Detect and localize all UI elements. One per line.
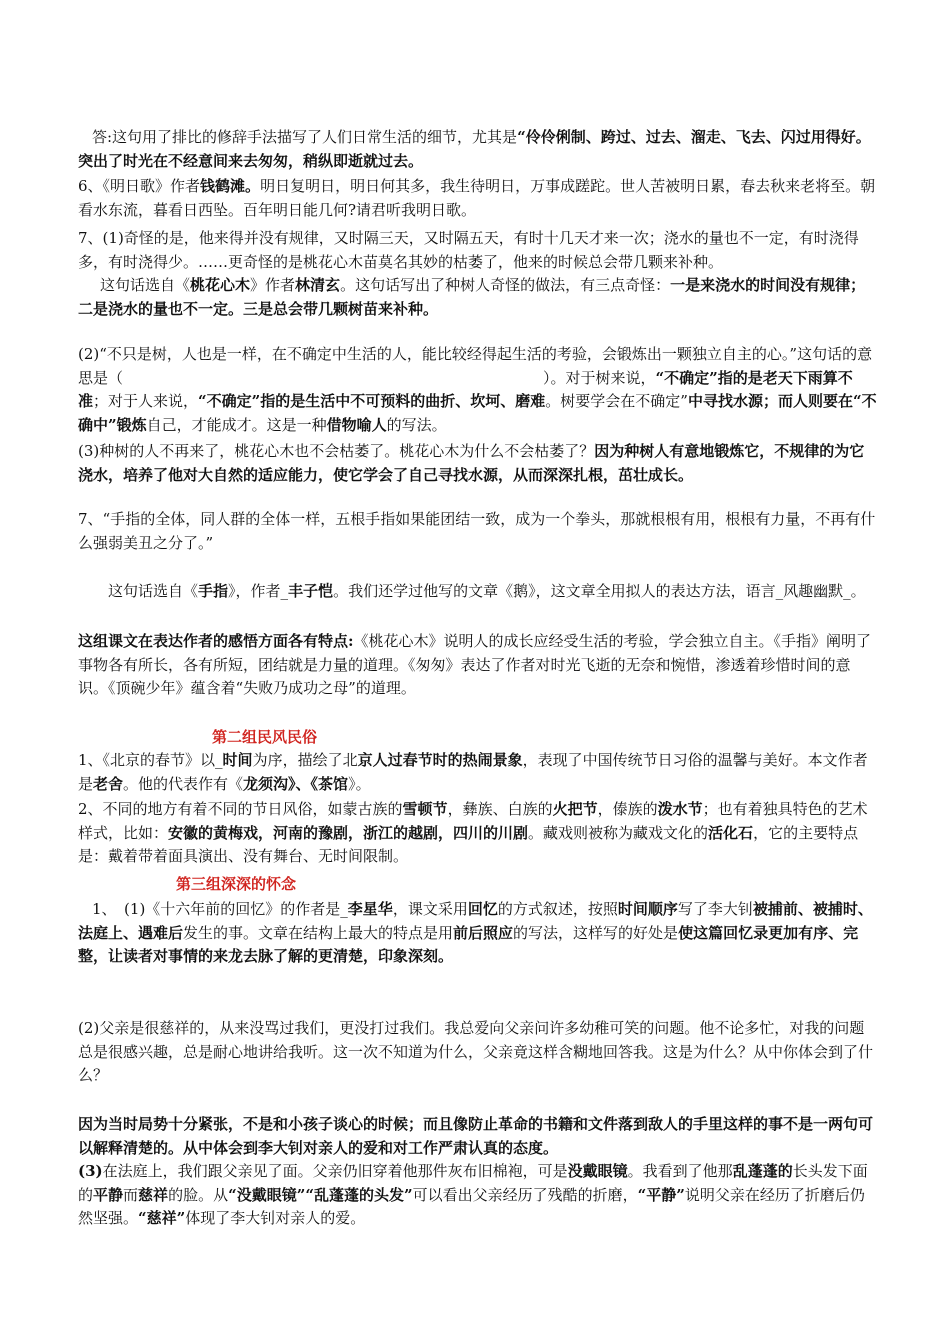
text-run: (3)种树的人不再来了，桃花心木也不会枯萎了。桃花心木为什么不会枯萎了？	[78, 442, 595, 460]
paragraph-court-scene	[78, 1160, 878, 1231]
text-run: 的写法，这样写的好处是	[513, 923, 679, 942]
text-run: 。我们还学过他写的文章《鹅》，这文章全用拟人的表达方法，语言_风趣幽默_。	[333, 582, 866, 600]
text-run-bold: 钱鹤滩。	[200, 177, 261, 195]
text-run: 6、《明日歌》作者	[78, 177, 201, 195]
paragraph-taohua-q1	[78, 227, 878, 274]
text-run-bold: 雪顿节	[402, 800, 448, 818]
text-run: 的脸。从	[168, 1185, 229, 1204]
paragraph-beijing-spring	[78, 749, 878, 796]
text-run: 可以看出父亲经历了残酷的折磨，	[412, 1185, 638, 1204]
paragraph-taohua-q3	[78, 440, 878, 487]
text-run-bold: “平静”	[637, 1185, 685, 1204]
paragraph-father-question	[78, 1017, 878, 1088]
paragraph-taohua-q2	[78, 343, 878, 437]
text-run: 1、《北京的春节》以_	[78, 751, 223, 769]
text-run: 《桃花心木》说明人的成长应经受生活的考验，学会独立自主。《手指》阐明了事物各有所长，各有所短，团结就是力量的道理。《匆匆》表达了作者对时光飞逝的无奈和惋惜，渗透着珍惜时间的意识。《顶碗少年》蕴含着“失败乃成功之母”的道理。	[78, 632, 872, 697]
text-run-bold: 龙须沟》、《茶馆	[243, 774, 349, 793]
text-run: ，表现了中国传统节日习俗的温馨与美好。本文作者是	[78, 751, 868, 793]
text-run: 自己，才能成才。这是一种	[146, 415, 327, 434]
paragraph-fingers-source	[78, 580, 878, 604]
text-run-bold: “没戴眼镜”“乱蓬蓬的头发”	[228, 1185, 413, 1204]
text-run-bold: 京人过春节时的热闹景象	[357, 751, 523, 769]
text-run-bold: 丰子恺	[288, 582, 334, 600]
text-run: 这句话选自《	[100, 276, 191, 294]
text-run-bold: 被捕前、被捕时、法庭上、遇难后	[78, 900, 873, 942]
text-run: 的写法。	[386, 415, 447, 434]
text-run: 为序，描绘了北	[252, 751, 358, 769]
text-run: 。我看到了他那	[627, 1162, 733, 1180]
text-run: 说明父亲在经历了折磨后仍然坚强。	[78, 1185, 865, 1227]
text-run-bold: “不确定”指的是老天下雨算不准	[78, 368, 853, 410]
text-run: 》。	[348, 774, 371, 793]
text-run-bold: 李星华	[347, 900, 393, 918]
text-run-bold: (3)	[78, 1162, 103, 1180]
text-run-bold: 没戴眼镜	[567, 1162, 628, 1180]
text-run: 7、(1)奇怪的是，他来得并没有规律，又时隔三天，又时隔五天，有时十几天才来一次；浇水的量也不一定，有时浇得多，有时浇得少。……更奇怪的是桃花心木苗莫名其妙的枯萎了，他来的时候总会带几颗来补种。	[78, 229, 859, 271]
text-run-bold: 安徽的黄梅戏，河南的豫剧，浙江的越剧，四川的川剧	[168, 823, 529, 842]
text-run-bold: 火把节	[552, 800, 598, 818]
text-run-bold: 老舍	[93, 774, 124, 793]
text-run: ，它的主要特点是：戴着带着面具演出、没有舞台、无时间限制。	[78, 823, 859, 865]
text-run-bold: 平静	[93, 1185, 124, 1204]
paragraph-sixteen-years	[78, 898, 878, 969]
text-run: 体现了李大钊对亲人的爱。	[185, 1209, 366, 1227]
paragraph-mingri-ge	[78, 175, 878, 222]
text-run-bold: 慈祥	[138, 1185, 169, 1204]
text-run-bold: 手指	[198, 582, 229, 600]
text-run: 写了李大钊	[677, 900, 753, 918]
text-run: 的方式叙述，按照	[497, 900, 618, 918]
paragraph-festival-customs	[78, 798, 878, 869]
text-run-bold: 因为种树人有意地锻炼它，不规律的为它浇水，培养了他对大自然的适应能力，使它学会了自己寻找水源，从而深深扎根，茁壮成长。	[78, 442, 865, 484]
text-run-bold: 泼水节	[657, 800, 703, 818]
text-run-bold: “不确定”指的是生活中不可预料的曲折、坎坷、磨难	[198, 392, 546, 410]
text-run-bold: 桃花心木	[190, 276, 251, 294]
text-run-bold: 林清玄	[295, 276, 341, 294]
text-run: 而	[123, 1185, 139, 1204]
paragraph-answer-parallelism	[78, 126, 878, 173]
text-run-bold: 中寻找水源；而人则要在“不确中”锻炼	[78, 392, 877, 434]
text-run-bold: 回忆	[467, 900, 498, 918]
text-run-bold: 乱蓬蓬的	[732, 1162, 793, 1180]
text-run: 长头发下面的	[78, 1162, 868, 1204]
section-heading-group2: 第二组民风民俗	[212, 728, 318, 746]
text-run: 明日复明日，明日何其多，我生待明日，万事成蹉跎。世人苦被明日累，春去秋来老将至。朝看水东流，暮看日西坠。百年明日能几何?请君听我明日歌。	[78, 177, 876, 219]
text-run-bold: 一是来浇水的时间没有规律；二是浇水的量也不一定。三是总会带几颗树苗来补种。	[78, 276, 866, 318]
text-run: ，彝族、白族的	[447, 800, 553, 818]
text-run-bold: 借物喻人	[326, 415, 387, 434]
text-run: 》作者	[250, 276, 296, 294]
text-run-bold: “伶伶俐制、跨过、过去、溜走、飞去、闪过用得好。突出了时光在不经意间来去匆匆，稍纵即逝就过去。	[78, 128, 871, 170]
text-run: 》，作者_	[228, 582, 289, 600]
text-run: 答:这句用了排比的修辞手法描写了人们日常生活的细节，尤其是	[92, 128, 518, 146]
text-run: 这句话选自《	[108, 582, 199, 600]
text-run-bold: 使这篇回忆录更加有序、完整，让读者对事情的来龙去脉了解的更清楚，印象深刻。	[78, 923, 859, 965]
text-run: (2)“不只是树，人也是一样，在不确定中生活的人，能比较经得起生活的考验，会锻炼出一颗独立自主的心。”这句话的意思是（ ）。对于树来说，	[78, 345, 873, 387]
paragraph-group-summary	[78, 630, 878, 701]
text-run-bold: 因为当时局势十分紧张，不是和小孩子谈心的时候；而且像防止革命的书籍和文件落到敌人的手里这样的事不是一两句可以解释清楚的。从中体会到李大钊对亲人的爱和对工作严肃认真的态度。	[78, 1115, 874, 1157]
text-run: ；也有着独具特色的艺术样式，比如：	[78, 800, 868, 842]
text-run: 2、不同的地方有着不同的节日风俗，如蒙古族的	[78, 800, 403, 818]
text-run: ，傣族的	[597, 800, 658, 818]
text-run: ；对于人来说，	[93, 392, 199, 410]
text-run: ，课文采用	[392, 900, 468, 918]
text-run: 。藏戏则被称为藏戏文化的	[528, 823, 709, 842]
text-run-bold: 时间顺序	[617, 900, 678, 918]
text-run-bold: 这组课文在表达作者的感悟方面各有特点:	[78, 632, 354, 650]
text-run: 。这句话写出了种树人奇怪的做法，有三点奇怪：	[340, 276, 671, 294]
text-run: 1、 (1)《十六年前的回忆》的作者是_	[92, 900, 348, 918]
text-run: 。他的代表作有《	[123, 774, 244, 793]
section-heading-group3: 第三组深深的怀念	[176, 875, 297, 893]
text-run-bold: 前后照应	[453, 923, 514, 942]
paragraph-fingers-quote	[78, 508, 878, 555]
text-run-bold: “慈祥”	[138, 1209, 186, 1227]
text-run: 发生的事。文章在结构上最大的特点是用	[183, 923, 454, 942]
text-run: 在法庭上，我们跟父亲见了面。父亲仍旧穿着他那件灰布旧棉袍，可是	[102, 1162, 568, 1180]
text-run: 。树要学会在不确定”	[545, 392, 688, 410]
text-run-bold: 时间	[222, 751, 253, 769]
text-run: (2)父亲是很慈祥的，从来没骂过我们，更没打过我们。我总爱向父亲问许多幼稚可笑的问题。他不论多忙，对我的问题总是很感兴趣，总是耐心地讲给我听。这一次不知道为什么，父亲竟这样含糊地回答我。这是为什么？从中你体会到了什么？	[78, 1019, 874, 1084]
paragraph-father-answer	[78, 1113, 878, 1160]
text-run-bold: 活化石	[708, 823, 754, 842]
paragraph-taohua-source	[78, 274, 878, 321]
text-run: 7、“手指的全体，同人群的全体一样，五根手指如果能团结一致，成为一个拳头，那就根根有用，根根有力量，不再有什么强弱美丑之分了。”	[78, 510, 876, 552]
